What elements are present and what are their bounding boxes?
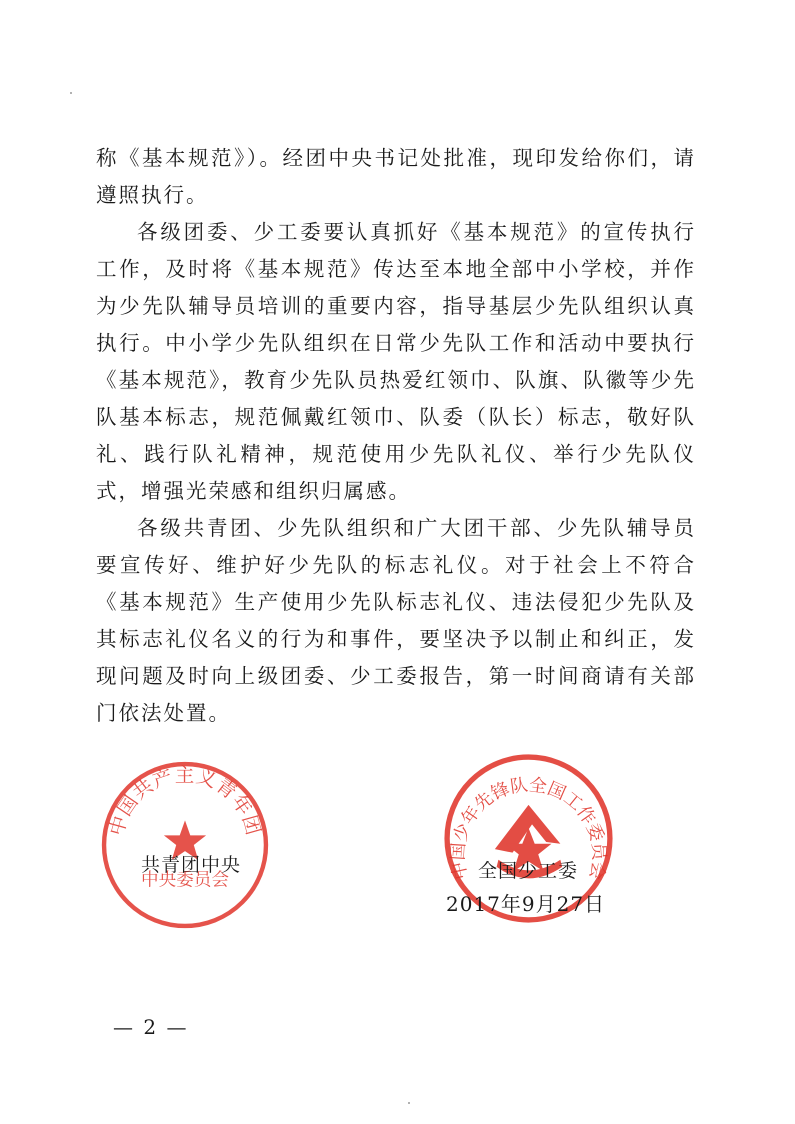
scan-speck <box>70 92 72 94</box>
youth-league-seal-arc-text: 中国共产主义青年团 <box>104 763 266 839</box>
body-text <box>96 140 696 732</box>
youth-league-seal <box>97 757 273 933</box>
issue-date: 2017年9月27日 <box>446 892 606 916</box>
youth-league-seal-bottom-text: 中央委员会 <box>141 870 229 891</box>
scan-speck <box>408 1102 410 1104</box>
page-number: — 2 — <box>113 1015 189 1039</box>
signer-pioneers: 全国少工委 <box>478 860 579 882</box>
paragraph-3: 各级共青团、少先队组织和广大团干部、少先队辅导员要宣传好、维护好少先队的标志礼仪。对于社会上不符合《基本规范》生产使用少先队标志礼仪、违法侵犯少先队及其标志礼仪名义的行为和事件，要坚决予以制止和纠正，发现问题及时向上级团委、少工委报告，第一时间商请有关部门依法处置。 <box>96 516 696 725</box>
paragraph-2: 各级团委、少工委要认真抓好《基本规范》的宣传执行工作，及时将《基本规范》传达至本地全部中小学校，并作为少先队辅导员培训的重要内容，指导基层少先队组织认真执行。中小学少先队组织在日常少先队工作和活动中要执行《基本规范》，教育少先队员热爱红领巾、队旗、队徽等少先队基本标志，规范佩戴红领巾、队委（队长）标志，敬好队礼、践行队礼精神，规范使用少先队礼仪、举行少先队仪式，增强光荣感和组织归属感。 <box>96 220 696 503</box>
pioneers-seal-arc-text: 中国少年先锋队全国工作委员会 <box>448 775 609 882</box>
signer-youth-league: 共青团中央 <box>141 854 242 876</box>
paragraph-1: 称《基本规范》）。经团中央书记处批准，现印发给你们，请遵照执行。 <box>96 146 696 207</box>
